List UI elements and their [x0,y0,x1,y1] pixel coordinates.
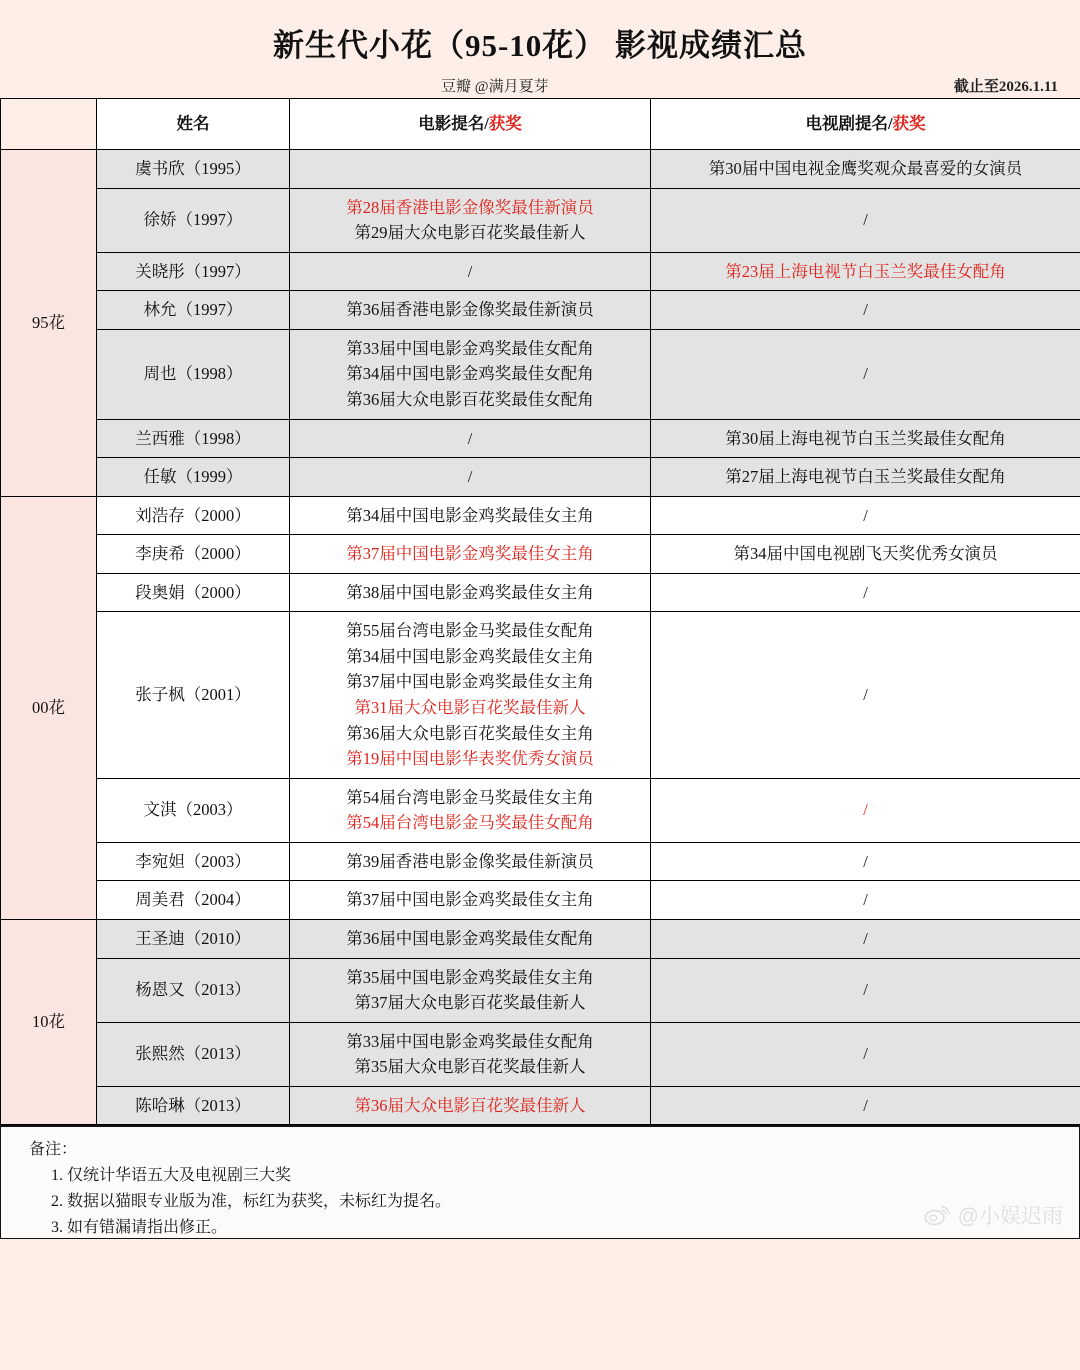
page-title: 新生代小花（95-10花） 影视成绩汇总 [272,28,808,63]
actress-name-cell: 兰西雅（1998） [97,419,290,458]
empty-marker: / [467,428,473,448]
movie-awards-cell [290,150,651,189]
movie-awards-cell [290,958,651,1022]
table-row [1,419,1080,458]
table-row [1,842,1080,881]
award-won: 第28届香港电影金像奖最佳新演员 [346,197,594,217]
group-label-10花: 10花 [1,919,97,1124]
actress-name-cell: 李宛妲（2003） [97,842,290,881]
actress-name-cell: 张子枫（2001） [97,612,290,778]
award-nomination: 第37届中国电影金鸡奖最佳女主角 [346,672,594,692]
movie-awards-cell [290,1086,651,1125]
group-label-95花: 95花 [1,150,97,497]
movie-awards-cell [290,778,651,842]
movie-awards-cell [290,535,651,574]
award-nomination: 第39届香港电影金像奖最佳新演员 [346,851,594,871]
empty-marker: / [863,928,868,948]
empty-marker: / [467,261,473,281]
tv-awards-cell [651,329,1080,419]
table-row [1,881,1080,920]
movie-awards-cell [290,419,651,458]
award-nomination: 第35届中国电影金鸡奖最佳女主角 [346,967,594,987]
table-row [1,612,1080,778]
movie-awards-cell [290,496,651,535]
award-nomination: 第30届上海电视节白玉兰奖最佳女配角 [725,428,1006,448]
table-row [1,778,1080,842]
movie-awards-cell [290,188,651,252]
table-row [1,1086,1080,1125]
group-label-00花: 00花 [1,496,97,919]
column-header-tv: 电视剧提名/获奖 [651,99,1080,150]
empty-marker: / [467,467,473,487]
tv-awards-cell [651,291,1080,330]
actress-name-cell: 周美君（2004） [97,881,290,920]
award-nomination: 第34届中国电影金鸡奖最佳女主角 [346,505,594,525]
award-nomination: 第34届中国电视剧飞天奖优秀女演员 [733,544,998,564]
empty-marker: / [863,685,868,705]
empty-marker: / [863,582,868,602]
table-row [1,535,1080,574]
movie-awards-cell [290,881,651,920]
award-won: 第23届上海电视节白玉兰奖最佳女配角 [725,261,1006,281]
note-item-1: 1. 仅统计华语五大及电视剧三大奖 [51,1167,292,1185]
empty-marker: / [863,1095,868,1115]
award-nomination: 第33届中国电影金鸡奖最佳女配角 [346,338,594,358]
actress-name-cell: 文淇（2003） [97,778,290,842]
movie-awards-cell [290,329,651,419]
tv-awards-cell [651,919,1080,958]
notes-panel [0,1125,1080,1239]
tv-awards-cell [651,1086,1080,1125]
awards-table [0,98,1080,1125]
table-row [1,150,1080,189]
notes-heading: 备注： [29,1141,78,1159]
column-header-name: 姓名 [97,99,290,150]
award-won: 第37届中国电影金鸡奖最佳女主角 [346,544,594,564]
empty-marker: / [863,851,868,871]
award-nomination: 第38届中国电影金鸡奖最佳女主角 [346,582,594,602]
header-corner-cell [1,99,97,150]
award-nomination: 第34届中国电影金鸡奖最佳女主角 [346,646,594,666]
empty-marker: / [863,210,868,230]
column-header-movie: 电影提名/获奖 [290,99,651,150]
actress-name-cell: 陈哈琳（2013） [97,1086,290,1125]
table-row [1,329,1080,419]
movie-awards-cell [290,252,651,291]
tv-awards-cell [651,842,1080,881]
movie-awards-cell [290,842,651,881]
table-row [1,919,1080,958]
actress-name-cell: 任敏（1999） [97,458,290,497]
table-row [1,252,1080,291]
tv-awards-cell [651,535,1080,574]
award-nomination: 第36届大众电影百花奖最佳女配角 [346,389,594,409]
movie-awards-cell [290,291,651,330]
award-nomination: 第34届中国电影金鸡奖最佳女配角 [346,364,594,384]
weibo-icon [924,1204,952,1226]
note-item-2: 2. 数据以猫眼专业版为准，标红为获奖，未标红为提名。 [51,1193,452,1211]
table-row [1,188,1080,252]
award-nomination: 第27届上海电视节白玉兰奖最佳女配角 [725,467,1006,487]
award-won: 第36届大众电影百花奖最佳新人 [354,1095,586,1115]
actress-name-cell: 林允（1997） [97,291,290,330]
source-credit: 豆瓣 @满月夏芽 [441,79,549,95]
tv-awards-cell [651,881,1080,920]
empty-marker: / [863,1044,868,1064]
empty-marker: / [863,890,868,910]
award-nomination: 第36届大众电影百花奖最佳女主角 [346,723,594,743]
empty-marker: / [863,800,868,820]
weibo-watermark [924,1200,1063,1230]
award-nomination: 第37届大众电影百花奖最佳新人 [354,993,586,1013]
actress-name-cell: 王圣迪（2010） [97,919,290,958]
tv-awards-cell [651,496,1080,535]
movie-awards-cell [290,458,651,497]
award-nomination: 第55届台湾电影金马奖最佳女配角 [346,621,594,641]
award-nomination: 第54届台湾电影金马奖最佳女主角 [346,787,594,807]
empty-marker: / [863,300,868,320]
actress-name-cell: 段奥娟（2000） [97,573,290,612]
award-nomination: 第35届大众电影百花奖最佳新人 [354,1057,586,1077]
movie-awards-cell [290,573,651,612]
watermark-handle: @小娱迟雨 [957,1205,1063,1229]
award-won: 第19届中国电影华表奖优秀女演员 [346,749,594,769]
tv-awards-cell [651,188,1080,252]
actress-name-cell: 张熙然（2013） [97,1022,290,1086]
table-row [1,496,1080,535]
table-row [1,958,1080,1022]
award-nomination: 第36届中国电影金鸡奖最佳女配角 [346,928,594,948]
actress-name-cell: 李庚希（2000） [97,535,290,574]
tv-awards-cell [651,778,1080,842]
actress-name-cell: 刘浩存（2000） [97,496,290,535]
tv-awards-cell [651,612,1080,778]
empty-marker: / [863,364,868,384]
actress-name-cell: 虞书欣（1995） [97,150,290,189]
award-nomination: 第36届香港电影金像奖最佳新演员 [346,300,594,320]
table-row [1,1022,1080,1086]
note-item-3: 3. 如有错漏请指出修正。 [51,1219,228,1237]
empty-marker: / [863,505,868,525]
actress-name-cell: 杨恩又（2013） [97,958,290,1022]
movie-awards-cell [290,1022,651,1086]
award-nomination: 第33届中国电影金鸡奖最佳女配角 [346,1031,594,1051]
tv-awards-cell [651,252,1080,291]
actress-name-cell: 周也（1998） [97,329,290,419]
table-row [1,458,1080,497]
table-row [1,291,1080,330]
award-nomination: 第29届大众电影百花奖最佳新人 [354,223,586,243]
tv-awards-cell [651,958,1080,1022]
page-header [0,0,1080,98]
award-won: 第54届台湾电影金马奖最佳女配角 [346,813,594,833]
tv-awards-cell [651,1022,1080,1086]
award-nomination: 第30届中国电视金鹰奖观众最喜爱的女演员 [708,159,1023,178]
actress-name-cell: 徐娇（1997） [97,188,290,252]
movie-awards-cell [290,612,651,778]
tv-awards-cell [651,419,1080,458]
empty-marker: / [863,980,868,1000]
table-row [1,573,1080,612]
tv-awards-cell [651,458,1080,497]
award-won: 第31届大众电影百花奖最佳新人 [354,698,586,717]
table-header-row [1,99,1080,150]
tv-awards-cell [651,150,1080,189]
movie-awards-cell [290,919,651,958]
as-of-date: 截止至2026.1.11 [953,79,1058,95]
tv-awards-cell [651,573,1080,612]
actress-name-cell: 关晓彤（1997） [97,252,290,291]
award-nomination: 第37届中国电影金鸡奖最佳女主角 [346,890,594,910]
header-subrow [0,75,1080,99]
